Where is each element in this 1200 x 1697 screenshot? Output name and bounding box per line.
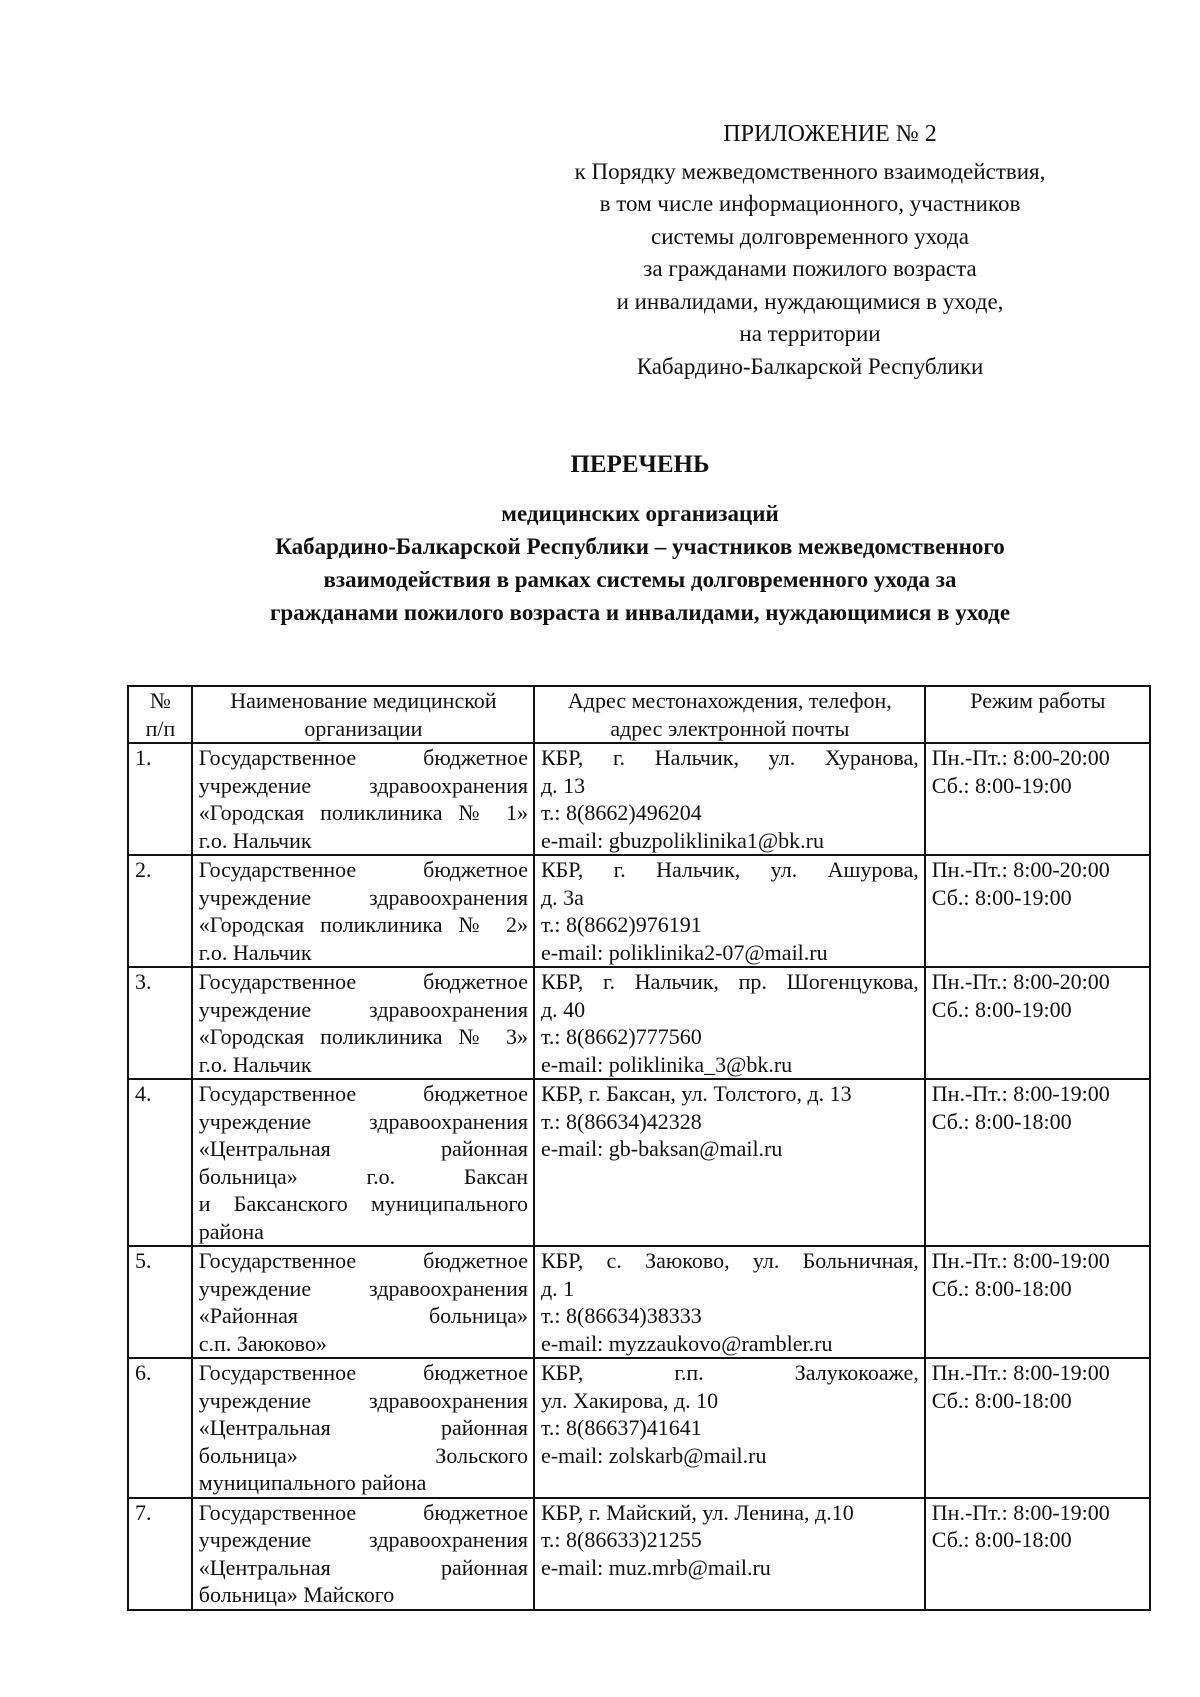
row-number: 4. (128, 1079, 192, 1246)
working-hours-line: Сб.: 8:00-18:00 (931, 1275, 1072, 1301)
address-line: КБР, г. Майский, ул. Ленина, д.10 (540, 1499, 854, 1525)
header-hours-line: Режим работы (970, 688, 1106, 713)
email-address[interactable]: e-mail: muz.mrb@mail.ru (540, 1554, 771, 1580)
organization-name-line: района (198, 1218, 264, 1244)
organization-name-line: учреждение здравоохранения (198, 996, 528, 1022)
working-hours (925, 743, 1150, 855)
row-number: 5. (128, 1246, 192, 1358)
organization-name-line: «Районная больница» (198, 1303, 528, 1328)
organization-name-line: учреждение здравоохранения (198, 1527, 528, 1552)
address-line: д. 40 (540, 996, 586, 1022)
phone-number: т.: 8(8662)777560 (540, 1024, 702, 1049)
title-line: гражданами пожилого возраста и инвалидами, нуждающимися в уходе (269, 600, 1011, 625)
organization-name-line: «Городская поликлиника № 3» (198, 1024, 528, 1049)
organization-address (534, 743, 925, 855)
email-address[interactable]: e-mail: poliklinika_3@bk.ru (540, 1051, 793, 1077)
working-hours-line: Сб.: 8:00-19:00 (931, 996, 1072, 1022)
table-header-row (128, 686, 1150, 743)
address-line: д. 1 (540, 1275, 575, 1301)
organization-name-line: больница» Зольского (198, 1442, 528, 1468)
organization-name-line: Государственное бюджетное (198, 857, 528, 882)
title-line: взаимодействия в рамках системы долговременного ухода за (323, 567, 957, 592)
appendix-heading: ПРИЛОЖЕНИЕ № 2 (723, 121, 937, 147)
organization-name-line: Государственное бюджетное (198, 1081, 528, 1106)
phone-number: т.: 8(86634)38333 (540, 1303, 702, 1328)
working-hours (925, 1079, 1150, 1246)
organization-name (192, 1498, 534, 1610)
organization-name-line: учреждение здравоохранения (198, 1387, 528, 1413)
organization-name-line: учреждение здравоохранения (198, 1275, 528, 1301)
organization-name-line: Государственное бюджетное (198, 1360, 528, 1385)
organization-name-line: «Центральная районная (198, 1415, 528, 1440)
appendix-line: Кабардино-Балкарской Республики (636, 353, 984, 379)
organization-name-line: муниципального района (198, 1470, 427, 1495)
header-org (192, 686, 534, 743)
organization-name-line: больница» г.о. Баксан (198, 1163, 528, 1189)
working-hours (925, 1246, 1150, 1358)
table-row (128, 855, 1150, 967)
organization-name-line: и Баксанского муниципального (198, 1191, 528, 1216)
working-hours-line: Пн.-Пт.: 8:00-20:00 (931, 745, 1110, 770)
table-row (128, 1079, 1150, 1246)
organization-name (192, 1246, 534, 1358)
table-row (128, 743, 1150, 855)
appendix-line: за гражданами пожилого возраста (643, 256, 977, 281)
working-hours-line: Сб.: 8:00-18:00 (931, 1387, 1072, 1413)
organization-name-line: Государственное бюджетное (198, 1499, 528, 1525)
table-row (128, 1358, 1150, 1498)
organization-name-line: «Центральная районная (198, 1136, 528, 1161)
organization-name (192, 1358, 534, 1498)
organization-name (192, 743, 534, 855)
working-hours (925, 1498, 1150, 1610)
address-line: ул. Хакирова, д. 10 (540, 1387, 719, 1413)
address-line: д. 13 (540, 772, 586, 798)
row-number: 7. (128, 1498, 192, 1610)
organization-address (534, 1358, 925, 1498)
header-hours (925, 686, 1150, 743)
working-hours-line: Пн.-Пт.: 8:00-20:00 (931, 969, 1110, 994)
row-number: 2. (128, 855, 192, 967)
address-line: КБР, г. Баксан, ул. Толстого, д. 13 (540, 1081, 852, 1106)
document-title (170, 448, 1110, 629)
header-address (534, 686, 925, 743)
header-num-line: № (149, 688, 171, 713)
appendix-line: в том числе информационного, участников (599, 191, 1021, 216)
appendix-line: системы долговременного ухода (651, 223, 969, 249)
email-address[interactable]: e-mail: poliklinika2-07@mail.ru (540, 939, 828, 965)
working-hours-line: Пн.-Пт.: 8:00-19:00 (931, 1248, 1110, 1273)
organization-address (534, 1079, 925, 1246)
email-address[interactable]: e-mail: zolskarb@mail.ru (540, 1442, 767, 1468)
organization-name-line: г.о. Нальчик (198, 1051, 312, 1077)
working-hours-line: Пн.-Пт.: 8:00-19:00 (931, 1499, 1110, 1525)
organization-name (192, 1079, 534, 1246)
address-line: д. 3а (540, 884, 584, 910)
working-hours-line: Пн.-Пт.: 8:00-20:00 (931, 857, 1110, 882)
email-address[interactable]: e-mail: gbuzpoliklinika1@bk.ru (540, 827, 824, 853)
title-word: ПЕРЕЧЕНЬ (570, 451, 710, 478)
table-row (128, 967, 1150, 1079)
working-hours-line: Сб.: 8:00-19:00 (931, 772, 1072, 798)
organization-name-line: Государственное бюджетное (198, 1248, 528, 1273)
table-row (128, 1246, 1150, 1358)
address-line: КБР, г.п. Залукокоаже, (540, 1360, 919, 1385)
organization-address (534, 967, 925, 1079)
organization-address (534, 855, 925, 967)
phone-number: т.: 8(86633)21255 (540, 1527, 702, 1552)
row-number: 6. (128, 1358, 192, 1498)
title-line: медицинских организаций (501, 501, 779, 526)
organization-address (534, 1498, 925, 1610)
address-line: КБР, г. Нальчик, ул. Хуранова, (540, 745, 919, 770)
working-hours (925, 1358, 1150, 1498)
organizations-table (127, 685, 1151, 1611)
header-address-line: Адрес местонахождения, телефон, (567, 688, 892, 713)
header-org-line: организации (304, 715, 423, 741)
row-number: 1. (128, 743, 192, 855)
organization-name-line: г.о. Нальчик (198, 939, 312, 965)
appendix-line: и инвалидами, нуждающимися в уходе, (616, 288, 1004, 314)
organization-name-line: г.о. Нальчик (198, 827, 312, 853)
organization-name-line: «Городская поликлиника № 2» (198, 912, 528, 937)
organization-name-line: «Городская поликлиника № 1» (198, 800, 528, 825)
working-hours-line: Пн.-Пт.: 8:00-19:00 (931, 1360, 1110, 1385)
working-hours (925, 855, 1150, 967)
header-org-line: Наименование медицинской (230, 688, 497, 713)
appendix-line: к Порядку межведомственного взаимодействия, (574, 158, 1046, 184)
phone-number: т.: 8(86634)42328 (540, 1108, 702, 1134)
email-address[interactable]: e-mail: gb-baksan@mail.ru (540, 1136, 783, 1161)
appendix-header (500, 118, 1120, 383)
working-hours (925, 967, 1150, 1079)
working-hours-line: Сб.: 8:00-19:00 (931, 884, 1072, 910)
address-line: КБР, с. Заюково, ул. Больничная, (540, 1248, 919, 1273)
header-num (128, 686, 192, 743)
organization-name-line: Государственное бюджетное (198, 745, 528, 770)
organization-name-line: учреждение здравоохранения (198, 772, 528, 798)
table-row (128, 1498, 1150, 1610)
address-line: КБР, г. Нальчик, пр. Шогенцукова, (540, 969, 919, 994)
organization-address (534, 1246, 925, 1358)
address-line: КБР, г. Нальчик, ул. Ашурова, (540, 857, 919, 882)
working-hours-line: Сб.: 8:00-18:00 (931, 1527, 1072, 1552)
title-line: Кабардино-Балкарской Республики – участников межведомственного (275, 534, 1005, 559)
header-address-line: адрес электронной почты (610, 715, 850, 741)
phone-number: т.: 8(86637)41641 (540, 1415, 702, 1440)
organization-name-line: «Центральная районная (198, 1554, 528, 1580)
organization-name-line: с.п. Заюково» (198, 1330, 327, 1356)
appendix-line: на территории (739, 321, 881, 346)
organization-name (192, 855, 534, 967)
organization-name-line: больница» Майского (198, 1582, 395, 1607)
organization-name-line: учреждение здравоохранения (198, 884, 528, 910)
header-num-line: п/п (145, 715, 176, 741)
organization-name-line: учреждение здравоохранения (198, 1108, 528, 1134)
working-hours-line: Сб.: 8:00-18:00 (931, 1108, 1072, 1134)
phone-number: т.: 8(8662)496204 (540, 800, 702, 825)
email-address[interactable]: e-mail: myzzaukovo@rambler.ru (540, 1330, 833, 1356)
organization-name (192, 967, 534, 1079)
row-number: 3. (128, 967, 192, 1079)
organization-name-line: Государственное бюджетное (198, 969, 528, 994)
phone-number: т.: 8(8662)976191 (540, 912, 702, 937)
working-hours-line: Пн.-Пт.: 8:00-19:00 (931, 1081, 1110, 1106)
